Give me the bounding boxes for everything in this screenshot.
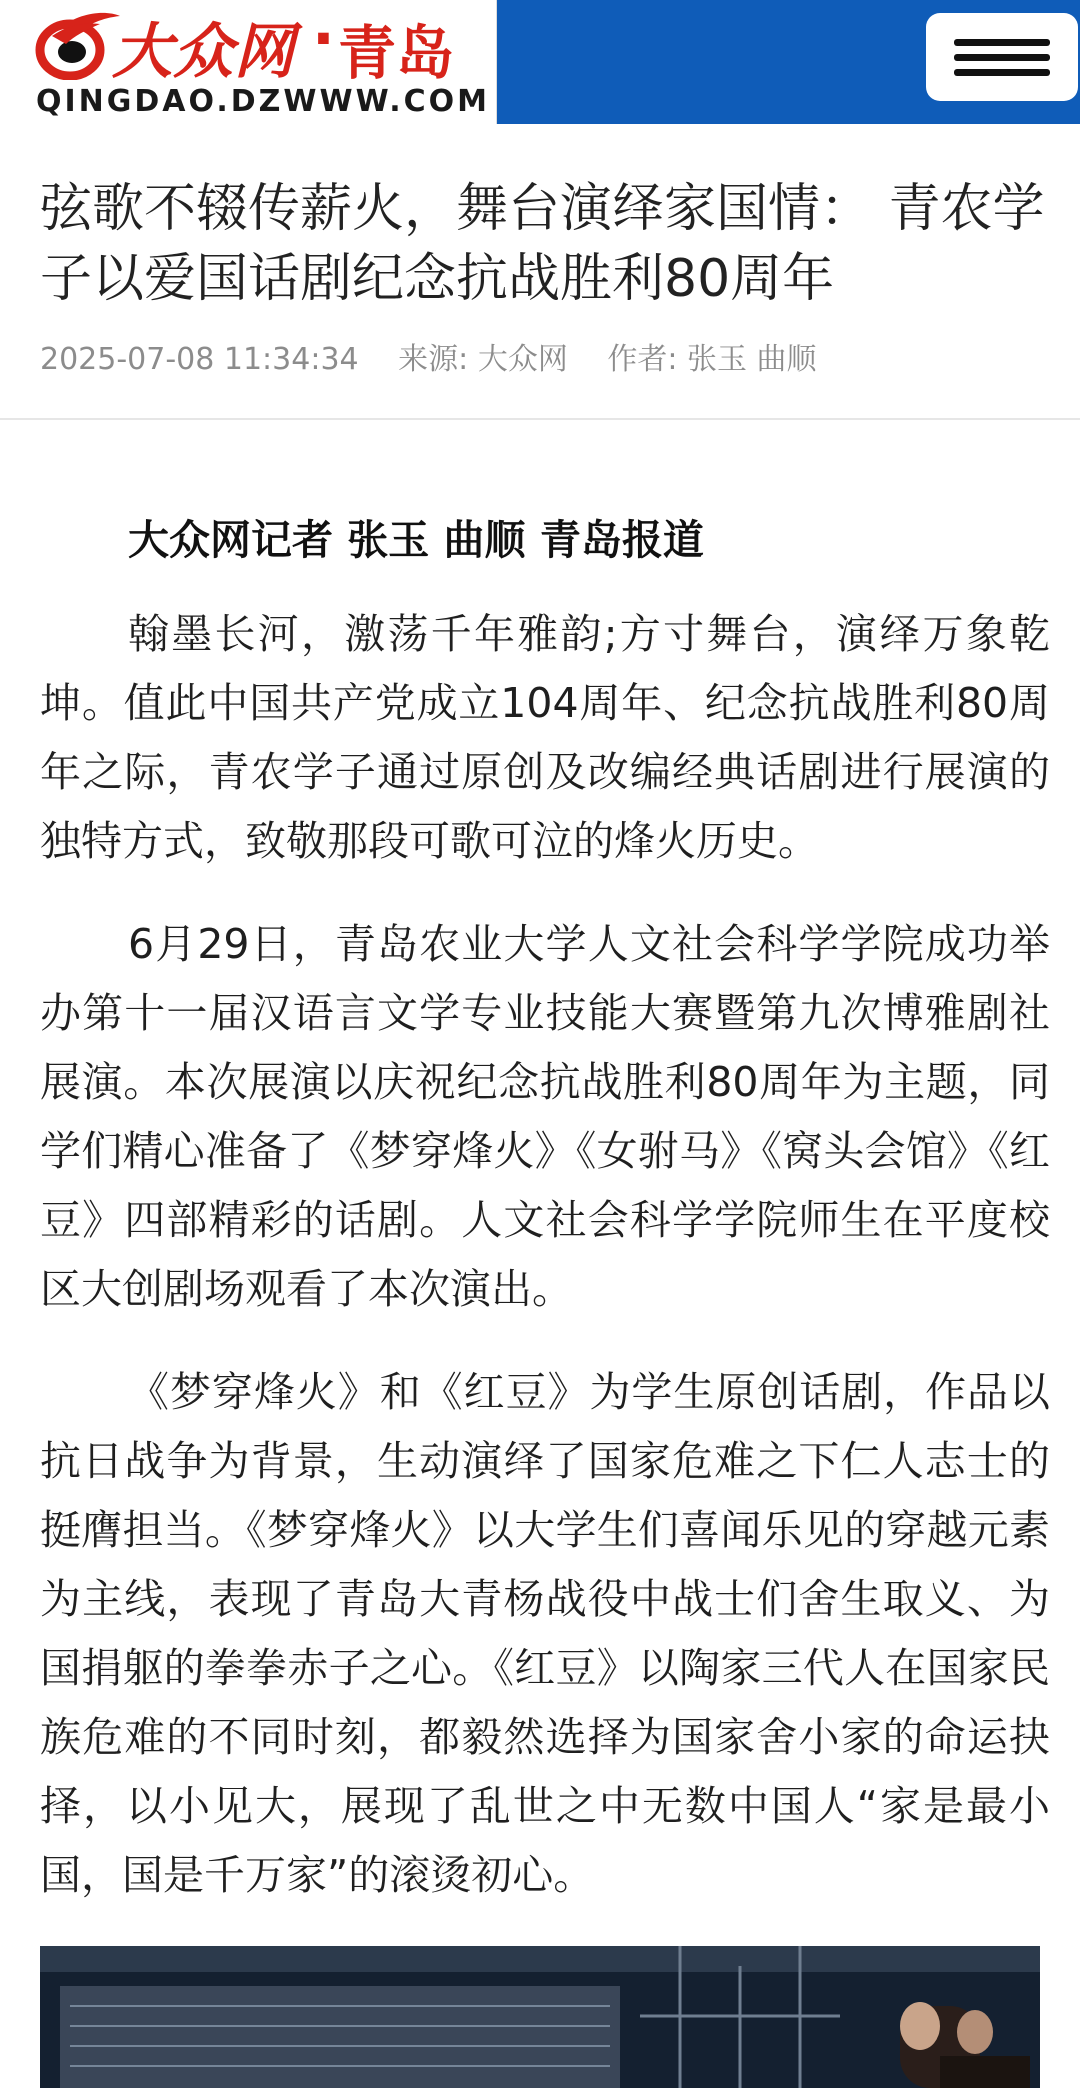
publish-datetime: 2025-07-08 11:34:34 [40, 342, 359, 377]
article-meta [40, 334, 847, 378]
article-source: 来源: 大众网 [398, 342, 568, 377]
menu-button[interactable] [926, 13, 1078, 101]
site-logo[interactable] [0, 0, 497, 124]
reporter-byline: 大众网记者 张玉 曲顺 青岛报道 [128, 516, 704, 564]
logo-domain: QINGDAO.DZWWW.COM [36, 84, 491, 119]
logo-separator: · [312, 4, 335, 74]
stage-photo-image [40, 1946, 1040, 2088]
paragraph-3: 《梦穿烽火》和《红豆》为学生原创话剧，作品以抗日战争为背景，生动演绎了国家危难之下仁人志士的挺膺担当。《梦穿烽火》以大学生们喜闻乐见的穿越元素为主线，表现了青岛大青杨战役中战士们舍生取义、为国捐躯的拳拳赤子之心。《红豆》以陶家三代人在国家民族危难的不同时刻，都毅然选择为国家舍小家的命运抉择，以小见大，展现了乱世之中无数中国人“家是最小国，国是千万家”的滚烫初心。 [40, 1368, 1050, 1899]
article-author: 作者: 张玉 曲顺 [607, 342, 817, 377]
article-photo [40, 1946, 1040, 2088]
logo-name: 大众网 [112, 17, 295, 87]
article-title: 弦歌不辍传薪火，舞台演绎家国情： 青农学子以爱国话剧纪念抗战胜利80周年 [40, 179, 1045, 309]
paragraph-1: 翰墨长河，激荡千年雅韵;方寸舞台，演绎万象乾坤。值此中国共产党成立104周年、纪念抗战胜利80周年之际，青农学子通过原创及改编经典话剧进行展演的独特方式，致敬那段可歌可泣的烽火历史。 [40, 610, 1050, 865]
site-header [0, 0, 1080, 124]
brand-swirl-icon [30, 6, 122, 80]
article-header [0, 124, 1080, 420]
paragraph-2: 6月29日，青岛农业大学人文社会科学学院成功举办第十一届汉语言文学专业技能大赛暨第九次博雅剧社展演。本次展演以庆祝纪念抗战胜利80周年为主题，同学们精心准备了《梦穿烽火》《女驸马》《窝头会馆》《红豆》四部精彩的话剧。人文社会科学学院师生在平度校区大创剧场观看了本次演出。 [40, 920, 1050, 1313]
logo-city: 青岛 [338, 19, 455, 87]
article-body [40, 508, 1050, 1944]
